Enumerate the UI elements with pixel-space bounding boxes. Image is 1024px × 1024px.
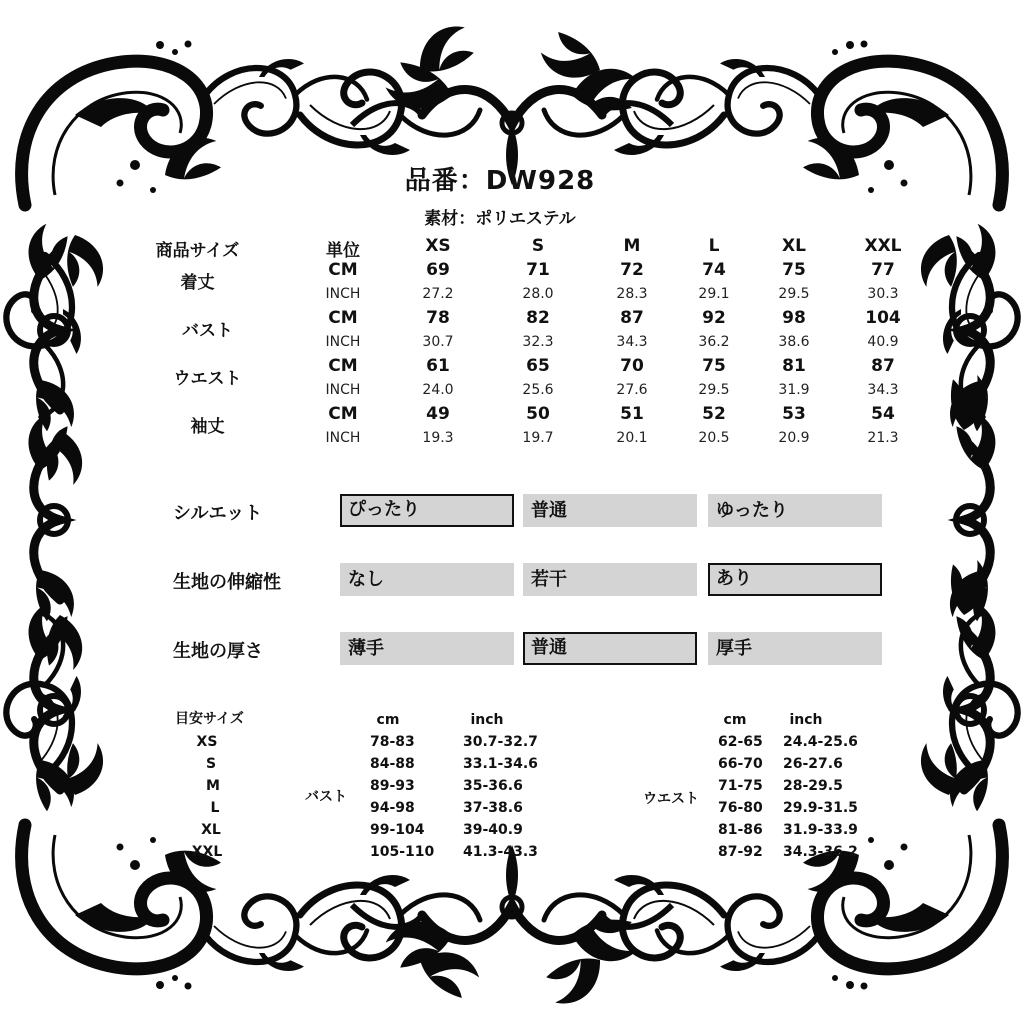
cm-value: 74 (702, 260, 726, 280)
inch-value: 20.5 (698, 430, 730, 446)
rating-option: ゆったり (708, 494, 882, 527)
guide-waist-cm: 81-86 (718, 822, 763, 838)
cm-value: 70 (620, 356, 644, 376)
guide-title: 目安サイズ (175, 711, 244, 727)
inch-value: 34.3 (616, 334, 648, 350)
cm-value: 71 (526, 260, 550, 280)
inch-value: 27.6 (616, 382, 648, 398)
guide-bust-inch: 30.7-32.7 (463, 734, 538, 750)
inch-value: 27.2 (422, 286, 454, 302)
unit-inch: INCH (325, 334, 361, 350)
inch-value: 32.3 (522, 334, 554, 350)
cm-value: 49 (426, 404, 450, 424)
guide-waist-inch: 26-27.6 (783, 756, 843, 772)
unit-cm: CM (328, 260, 358, 280)
guide-waist-cm: 62-65 (718, 734, 763, 750)
rating-option: 普通 (523, 494, 697, 527)
inch-value: 30.7 (422, 334, 454, 350)
cm-value: 78 (426, 308, 450, 328)
cm-value: 81 (782, 356, 806, 376)
cm-value: 82 (526, 308, 550, 328)
inch-value: 29.5 (698, 382, 730, 398)
rating-option-selected: 普通 (523, 632, 697, 665)
rating-option: 薄手 (340, 632, 514, 665)
material-label: 素材：ポリエステル (424, 209, 576, 229)
rating-option-selected: ぴったり (340, 494, 514, 527)
inch-value: 34.3 (867, 382, 899, 398)
guide-waist-cm-header: cm (723, 712, 747, 728)
column-header-size: XS (425, 236, 451, 256)
guide-size: XXL (191, 844, 223, 860)
guide-bust-cm: 78-83 (370, 734, 415, 750)
cm-value: 87 (620, 308, 644, 328)
guide-waist-cm: 71-75 (718, 778, 763, 794)
inch-value: 19.7 (522, 430, 554, 446)
inch-value: 28.0 (522, 286, 554, 302)
cm-value: 104 (865, 308, 901, 328)
cm-value: 75 (702, 356, 726, 376)
measurement-label: 袖丈 (190, 417, 225, 437)
guide-bust-cm: 84-88 (370, 756, 415, 772)
guide-bust-inch: 39-40.9 (463, 822, 523, 838)
rating-label: 生地の伸縮性 (173, 572, 281, 593)
guide-waist-cm: 76-80 (718, 800, 763, 816)
guide-bust-cm-header: cm (376, 712, 400, 728)
guide-waist-inch: 24.4-25.6 (783, 734, 858, 750)
guide-waist-inch: 29.9-31.5 (783, 800, 858, 816)
guide-bust-cm: 94-98 (370, 800, 415, 816)
inch-value: 31.9 (778, 382, 810, 398)
guide-bust-inch: 41.3-43.3 (463, 844, 538, 860)
unit-cm: CM (328, 404, 358, 424)
inch-value: 29.1 (698, 286, 730, 302)
unit-inch: INCH (325, 286, 361, 302)
inch-value: 20.9 (778, 430, 810, 446)
guide-bust-cm: 105-110 (370, 844, 435, 860)
rating-option-selected: あり (708, 563, 882, 596)
inch-value: 40.9 (867, 334, 899, 350)
rating-option: 厚手 (708, 632, 882, 665)
column-header-size: M (623, 236, 641, 256)
guide-waist-label: ウエスト (643, 791, 699, 807)
guide-waist-cm: 87-92 (718, 844, 763, 860)
column-header-size: XXL (864, 236, 902, 256)
guide-bust-inch-header: inch (470, 712, 504, 728)
guide-waist-cm: 66-70 (718, 756, 763, 772)
guide-size: XS (196, 734, 218, 750)
guide-bust-inch: 35-36.6 (463, 778, 523, 794)
guide-size: M (206, 778, 220, 794)
cm-value: 92 (702, 308, 726, 328)
inch-value: 28.3 (616, 286, 648, 302)
measurement-label: 着丈 (180, 273, 215, 293)
inch-value: 20.1 (616, 430, 648, 446)
guide-bust-label: バスト (305, 789, 347, 805)
cm-value: 53 (782, 404, 806, 424)
measurement-label: ウエスト (173, 369, 242, 389)
inch-value: 38.6 (778, 334, 810, 350)
guide-bust-cm: 89-93 (370, 778, 415, 794)
inch-value: 25.6 (522, 382, 554, 398)
unit-cm: CM (328, 356, 358, 376)
guide-waist-inch-header: inch (789, 712, 823, 728)
cm-value: 52 (702, 404, 726, 424)
guide-size: L (210, 800, 220, 816)
cm-value: 72 (620, 260, 644, 280)
cm-value: 75 (782, 260, 806, 280)
measurement-label: バスト (182, 321, 233, 341)
unit-inch: INCH (325, 430, 361, 446)
cm-value: 61 (426, 356, 450, 376)
guide-bust-inch: 33.1-34.6 (463, 756, 538, 772)
product-code: 品番：DW928 (404, 166, 596, 196)
inch-value: 29.5 (778, 286, 810, 302)
column-header-size: S (531, 236, 545, 256)
column-header-item: 商品サイズ (155, 241, 240, 261)
guide-bust-inch: 37-38.6 (463, 800, 523, 816)
rating-option: 若干 (523, 563, 697, 596)
rating-label: 生地の厚さ (173, 641, 263, 662)
cm-value: 50 (526, 404, 550, 424)
rating-label: シルエット (173, 503, 263, 524)
unit-inch: INCH (325, 382, 361, 398)
cm-value: 77 (871, 260, 895, 280)
inch-value: 30.3 (867, 286, 899, 302)
cm-value: 65 (526, 356, 550, 376)
column-header-size: L (708, 236, 720, 256)
cm-value: 98 (782, 308, 806, 328)
cm-value: 69 (426, 260, 450, 280)
rating-option: なし (340, 563, 514, 596)
column-header-unit: 単位 (326, 241, 360, 261)
guide-waist-inch: 28-29.5 (783, 778, 843, 794)
unit-cm: CM (328, 308, 358, 328)
column-header-size: XL (782, 236, 806, 256)
guide-waist-inch: 34.3-36.2 (783, 844, 858, 860)
inch-value: 19.3 (422, 430, 454, 446)
cm-value: 87 (871, 356, 895, 376)
inch-value: 24.0 (422, 382, 454, 398)
cm-value: 54 (871, 404, 895, 424)
guide-size: S (205, 756, 217, 772)
inch-value: 36.2 (698, 334, 730, 350)
guide-size: XL (201, 822, 221, 838)
inch-value: 21.3 (867, 430, 899, 446)
guide-bust-cm: 99-104 (370, 822, 425, 838)
cm-value: 51 (620, 404, 644, 424)
guide-waist-inch: 31.9-33.9 (783, 822, 858, 838)
